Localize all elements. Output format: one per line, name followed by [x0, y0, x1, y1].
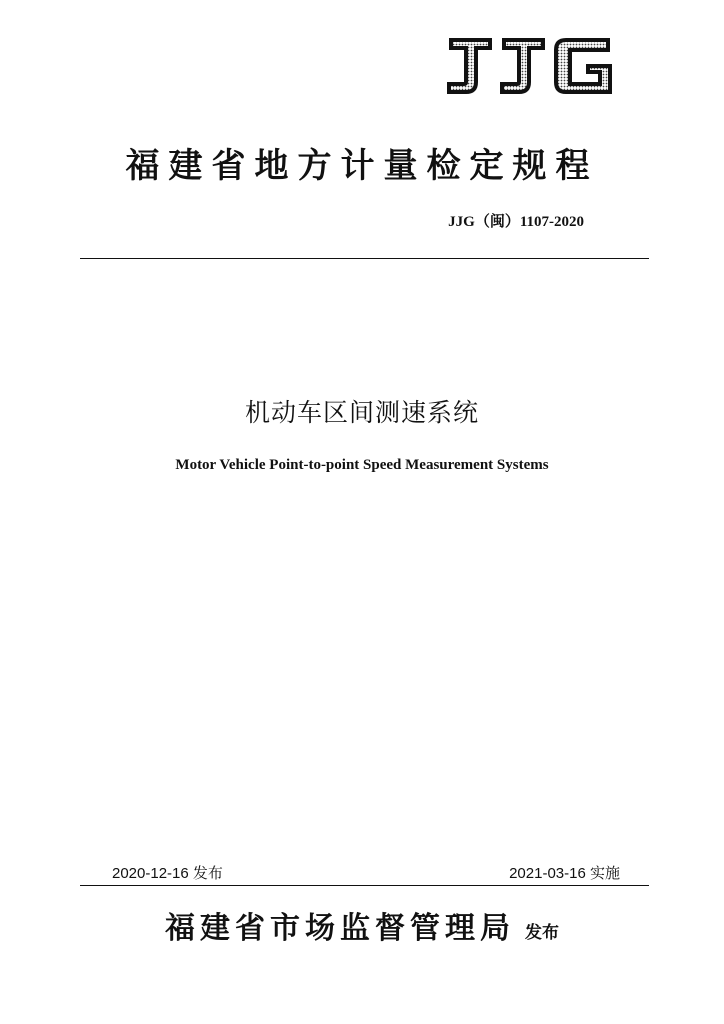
logo-letter-j-1 — [447, 38, 492, 94]
publisher-name: 福建省市场监督管理局 — [165, 911, 515, 946]
publisher-line — [0, 903, 724, 947]
publisher-suffix: 发布 — [525, 923, 559, 943]
jjg-logo-graphic — [440, 34, 616, 100]
logo-letter-g — [554, 38, 612, 94]
bottom-divider — [80, 885, 649, 886]
document-title-chinese: 机动车区间测速系统 — [244, 398, 479, 427]
logo-letter-j-2 — [500, 38, 545, 94]
document-code: JJG（闽）1107-2020 — [448, 214, 584, 230]
top-divider — [80, 258, 649, 259]
regulation-series-title: 福建省地方计量检定规程 — [125, 146, 599, 186]
document-title-english: Motor Vehicle Point-to-point Speed Measurement Systems — [175, 457, 549, 473]
jjg-logo — [440, 34, 616, 100]
effective-date: 2021-03-16 实施 — [509, 865, 620, 882]
release-date: 2020-12-16 发布 — [112, 865, 223, 882]
